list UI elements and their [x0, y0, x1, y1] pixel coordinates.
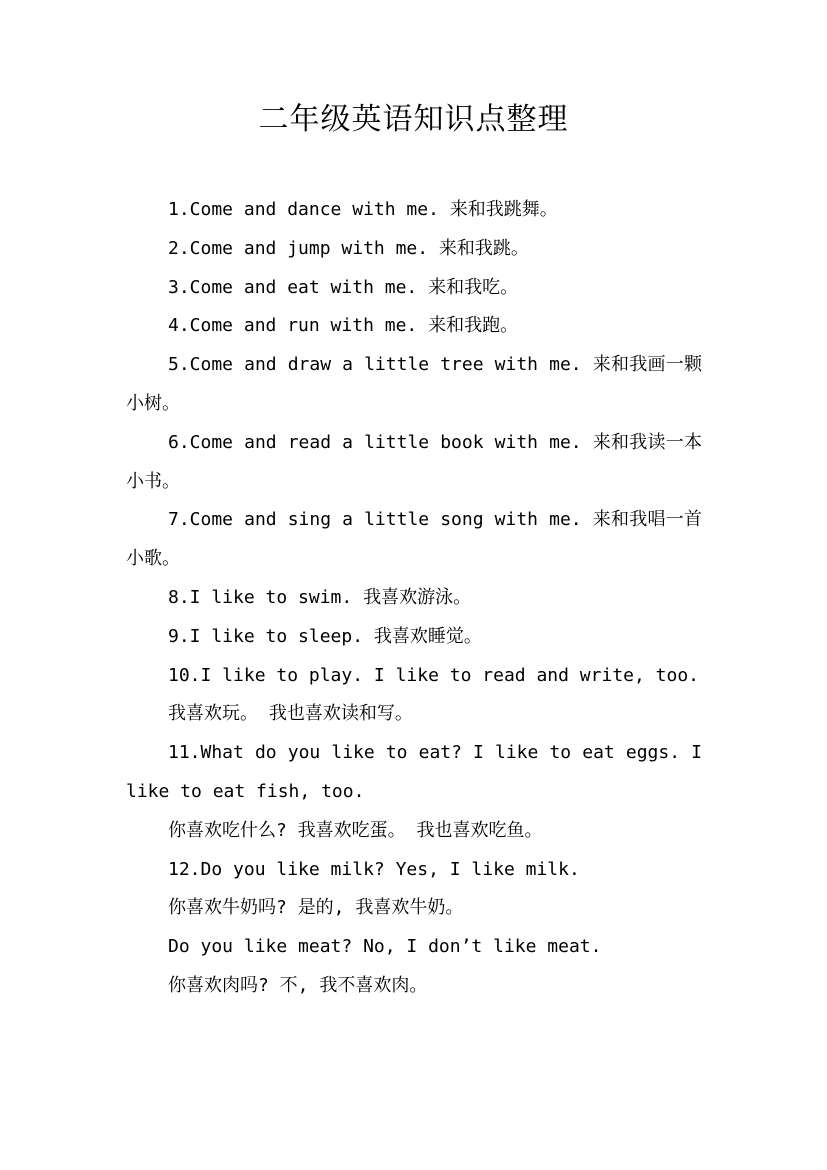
paragraph-11: 11.What do you like to eat? I like to eat eggs. I like to eat fish, too.	[126, 742, 702, 802]
paragraph-12: 12.Do you like milk? Yes, I like milk.	[168, 858, 580, 880]
document-title: 二年级英语知识点整理	[258, 102, 569, 137]
paragraph-1: 1.Come and dance with me. 来和我跳舞。	[168, 199, 558, 220]
paragraph-3: 3.Come and eat with me. 来和我吃。	[168, 276, 519, 298]
paragraph-12-translation: 你喜欢牛奶吗? 是的, 我喜欢牛奶。	[168, 897, 464, 919]
paragraph-13: Do you like meat? No, I don’t like meat.	[168, 936, 602, 958]
paragraph-2: 2.Come and jump with me. 来和我跳。	[168, 237, 529, 259]
paragraph-11-translation: 你喜欢吃什么? 我喜欢吃蛋。 我也喜欢吃鱼。	[168, 819, 543, 841]
paragraph-13-translation: 你喜欢肉吗? 不, 我不喜欢肉。	[168, 974, 428, 996]
paragraph-9: 9.I like to sleep. 我喜欢睡觉。	[168, 625, 482, 647]
paragraph-8: 8.I like to swim. 我喜欢游泳。	[168, 586, 472, 608]
paragraph-4: 4.Come and run with me. 来和我跑。	[168, 315, 519, 337]
paragraph-5: 5.Come and draw a little tree with me. 来和我画一颗小树。	[126, 354, 702, 414]
document-body	[126, 191, 702, 1006]
paragraph-10: 10.I like to play. I like to read and write, too.	[168, 664, 700, 686]
paragraph-7: 7.Come and sing a little song with me. 来和我唱一首小歌。	[126, 509, 702, 570]
paragraph-6: 6.Come and read a little book with me. 来和我读一本小书。	[126, 431, 702, 492]
paragraph-10-translation: 我喜欢玩。 我也喜欢读和写。	[168, 703, 413, 725]
